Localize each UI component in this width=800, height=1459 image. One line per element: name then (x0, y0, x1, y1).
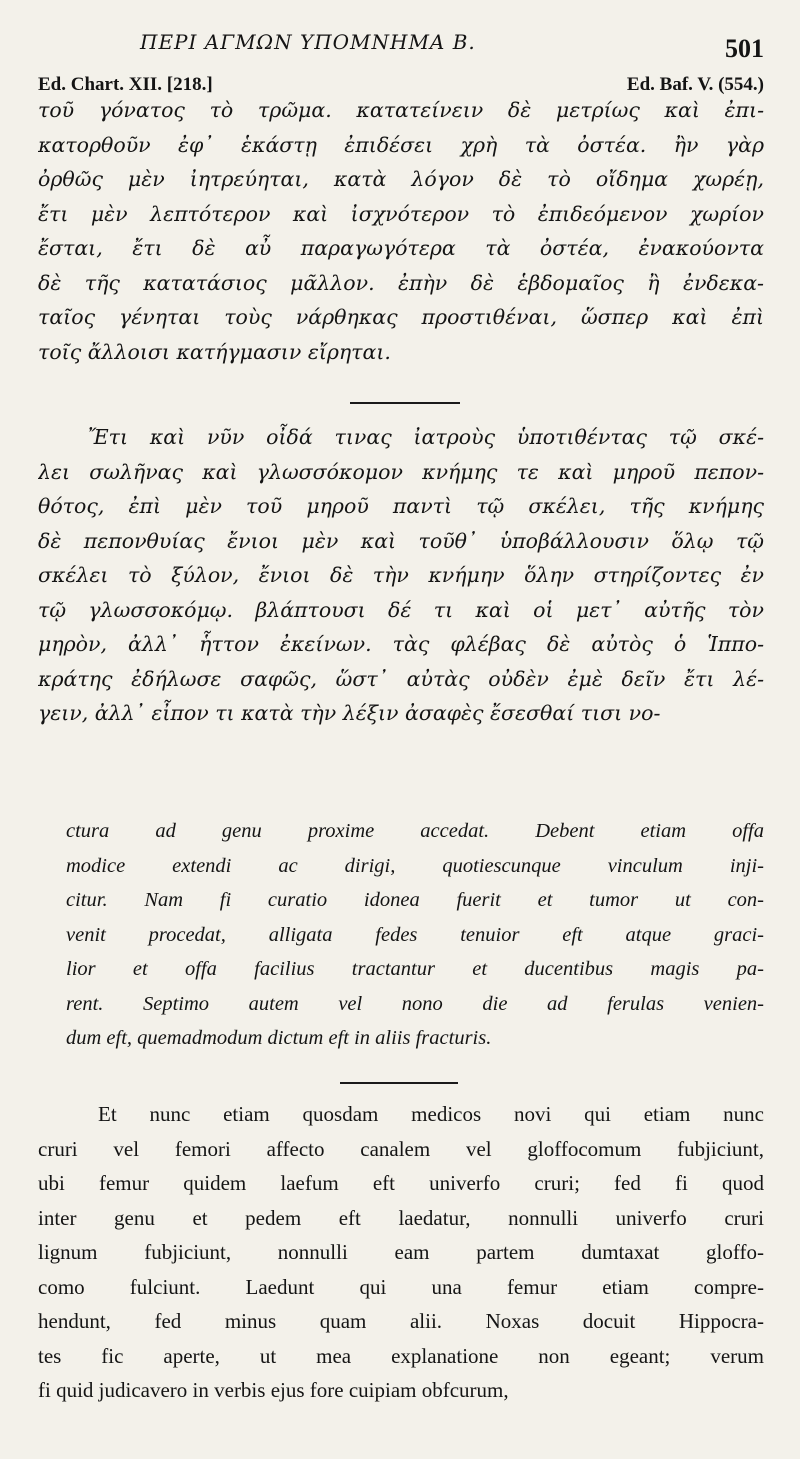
latin-paragraph (38, 1097, 764, 1408)
text-line: τοῦ γόνατος τὸ τρῶμα. κατατείνειν δὲ μετρίως καὶ ἐπι- (38, 98, 764, 122)
text-line: venit procedat, alligata fedes tenuior eft atque graci- (66, 923, 764, 946)
running-head: ΠΕΡΙ ΑΓΜΩΝ ΥΠΟΜΝΗΜΑ Β. (140, 30, 476, 54)
text-line: ubi femur quidem laefum eft univerfo cruri; fed fi quod (38, 1171, 764, 1195)
page-number: 501 (725, 34, 764, 63)
text-line: hendunt, fed minus quam alii. Noxas docuit Hippocra- (38, 1309, 764, 1333)
text-line: modice extendi ac dirigi, quotiescunque vinculum inji- (66, 854, 764, 877)
text-line: Ἔτι καὶ νῦν οἶδά τινας ἰατροὺς ὑποτιθέντας τῷ σκέ- (88, 425, 764, 449)
text-line: citur. Nam fi curatio idonea fuerit et tumor ut con- (66, 889, 764, 911)
text-line: λει σωλῆνας καὶ γλωσσόκομον κνήμης τε καὶ μηροῦ πεπον- (38, 459, 764, 484)
edition-reference-basel: Ed. Baf. V. (554.) (626, 74, 764, 95)
text-line: τῷ γλωσσοκόμῳ. βλάπτουσι δέ τι καὶ οἱ μετ᾽ αὐτῆς τὸν (38, 597, 764, 622)
text-line: lior et offa facilius tractantur et ducentibus magis pa- (66, 958, 764, 980)
text-line: γειν, ἀλλ᾽ εἶπον τι κατὰ τὴν λέξιν ἀσαφὲς ἔσεσθαί τισι νο- (38, 701, 661, 725)
text-line: μηρὸν, ἀλλ᾽ ἧττον ἐκείνων. τὰς φλέβας δὲ αὐτὸς ὁ Ἱππο- (38, 632, 764, 656)
text-line: dum eft, quemadmodum dictum eft in aliis fracturis. (66, 1027, 492, 1049)
latin-italic-paragraph (66, 814, 764, 1056)
section-divider-1 (350, 402, 460, 404)
text-line: tes fic aperte, ut mea explanatione non egeant; verum (38, 1343, 764, 1368)
text-line: cruri vel femori affecto canalem vel gloffocomum fubjiciunt, (38, 1136, 764, 1161)
text-line: ταῖος γένηται τοὺς νάρθηκας προστιθέναι, ὥσπερ καὶ ἐπὶ (38, 305, 764, 329)
text-line: κράτης ἐδήλωσε σαφῶς, ὥστ᾽ αὐτὰς οὐδὲν ἐμὲ δεῖν ἔτι λέ- (38, 666, 764, 691)
edition-reference-chartier: Ed. Chart. XII. [218.] (38, 74, 213, 95)
text-line: lignum fubjiciunt, nonnulli eam partem dumtaxat gloffo- (38, 1240, 764, 1264)
text-line: θότος, ἐπὶ μὲν τοῦ μηροῦ παντὶ τῷ σκέλει, τῆς κνήμης (38, 494, 764, 518)
text-line: ἔσται, ἔτι δὲ αὖ παραγωγότερα τὰ ὀστέα, ἐνακούοντα (38, 236, 764, 260)
text-line: κατορθοῦν ἐφ᾽ ἑκάστῃ ἐπιδέσει χρὴ τὰ ὀστέα. ἢν γὰρ (38, 132, 764, 157)
text-line: ctura ad genu proxime accedat. Debent etiam offa (66, 820, 764, 842)
text-line: σκέλει τὸ ξύλον, ἔνιοι δὲ τὴν κνήμην ὅλην στηρίζοντες ἐν (38, 563, 764, 587)
greek-paragraph-1 (38, 93, 764, 369)
text-line: fi quid judicavero in verbis ejus fore cuipiam obfcurum, (38, 1378, 509, 1402)
text-line: ἔτι μὲν λεπτότερον καὶ ἰσχνότερον τὸ ἐπιδεόμενον χωρίον (38, 201, 764, 226)
text-line: τοῖς ἄλλοισι κατήγμασιν εἴρηται. (38, 339, 391, 364)
text-line: Et nunc etiam quosdam medicos novi qui etiam nunc (98, 1102, 764, 1126)
text-line: ὀρθῶς μὲν ἰητρεύηται, κατὰ λόγον δὲ τὸ οἴδημα χωρέῃ, (38, 167, 764, 191)
text-line: rent. Septimo autem vel nono die ad ferulas venien- (66, 992, 764, 1015)
text-line: δὲ τῆς κατατάσιος μᾶλλον. ἐπὴν δὲ ἑβδομαῖος ἢ ἐνδεκα- (38, 270, 764, 295)
greek-paragraph-2 (38, 420, 764, 731)
text-line: δὲ πεπονθυίας ἔνιοι μὲν καὶ τοῦθ᾽ ὑποβάλλουσιν ὅλῳ τῷ (38, 528, 764, 553)
text-line: como fulciunt. Laedunt qui una femur etiam compre- (38, 1274, 764, 1299)
section-divider-2 (340, 1082, 458, 1084)
text-line: inter genu et pedem eft laedatur, nonnulli univerfo cruri (38, 1205, 764, 1230)
